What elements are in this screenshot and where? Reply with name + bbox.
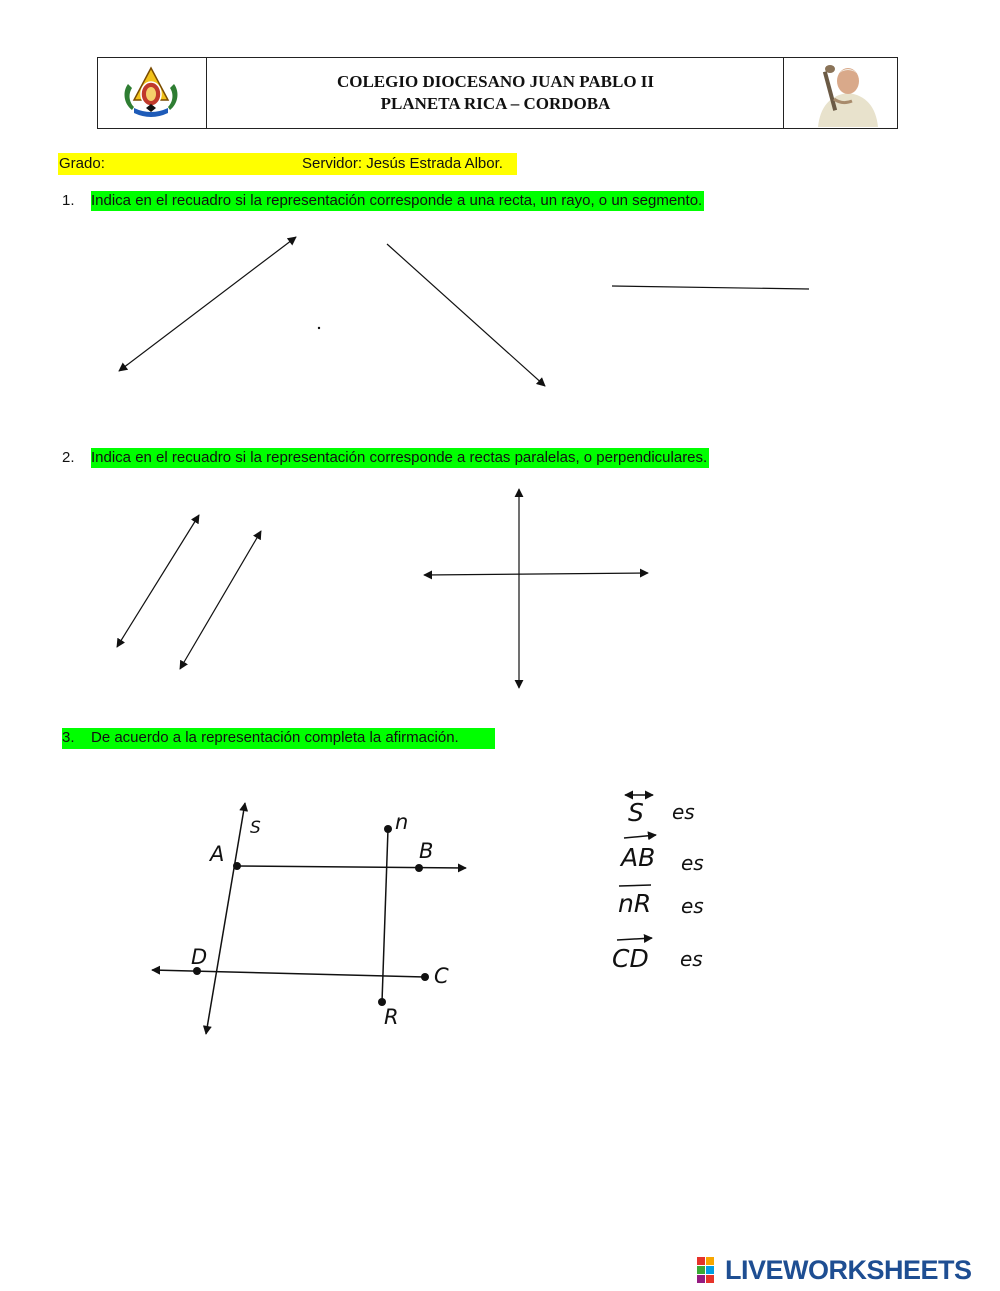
line-s [206,803,245,1034]
label-c: C [434,964,449,988]
q2-perpendicular-horizontal [424,573,648,575]
ray-ab [237,866,466,868]
q1-ray-one-arrow [387,244,545,386]
q1-figures [119,237,809,386]
point-c [421,973,429,981]
point-a [233,862,241,870]
question-3-text: De acuerdo a la representación completa la afirmación. [91,729,459,746]
statement-segment-nr [618,885,704,918]
q1-line-two-arrows [119,237,296,371]
statement-symbol: CD [612,944,649,973]
q2-parallel-line-2 [180,531,261,669]
label-b: B [419,839,434,863]
point-n [384,825,392,833]
label-n: n [395,810,409,834]
question-1-text: Indica en el recuadro si la representación corresponde a una recta, un rayo, o un segmento. [91,192,703,209]
teacher-label: Servidor: Jesús Estrada Albor. [302,155,503,172]
question-2-number: 2. [62,449,75,466]
statement-word: es [681,894,704,918]
point-b [415,864,423,872]
q3-points [193,825,429,1006]
grade-label: Grado: [59,155,105,172]
q2-figures [117,489,648,688]
statement-ray-cd [612,938,703,973]
question-1-number: 1. [62,192,75,209]
q1-dot [318,327,320,329]
q2-parallel-line-1 [117,515,199,647]
liveworksheets-brand: LIVEWORKSHEETS [725,1255,972,1285]
arrow-bar [617,938,652,940]
school-location-line2: PLANETA RICA – CORDOBA [380,94,611,113]
label-d: D [191,945,208,969]
liveworksheets-blocks-icon [697,1257,723,1287]
statement-ray-ab [619,835,704,875]
statement-line-s [625,795,695,827]
arrow-bar [624,835,656,838]
statement-word: es [681,851,704,875]
statement-symbol: AB [621,843,656,872]
question-3-number: 3. [62,729,75,746]
label-s: S [250,818,261,838]
q1-segment [612,286,809,289]
segment-bar [619,885,651,886]
statement-symbol: S [628,798,644,827]
label-r: R [384,1005,399,1029]
statement-word: es [680,947,703,971]
statement-symbol: nR [618,889,652,918]
q3-point-labels [191,810,449,1029]
question-2-text: Indica en el recuadro si la representación corresponde a rectas paralelas, o perpendiculares. [91,449,708,466]
school-name-line1: COLEGIO DIOCESANO JUAN PABLO II [336,72,655,91]
label-a: A [210,842,225,866]
q3-figure [152,803,466,1034]
statement-word: es [672,800,695,824]
q3-statements [612,795,704,973]
ray-cd [152,970,425,977]
